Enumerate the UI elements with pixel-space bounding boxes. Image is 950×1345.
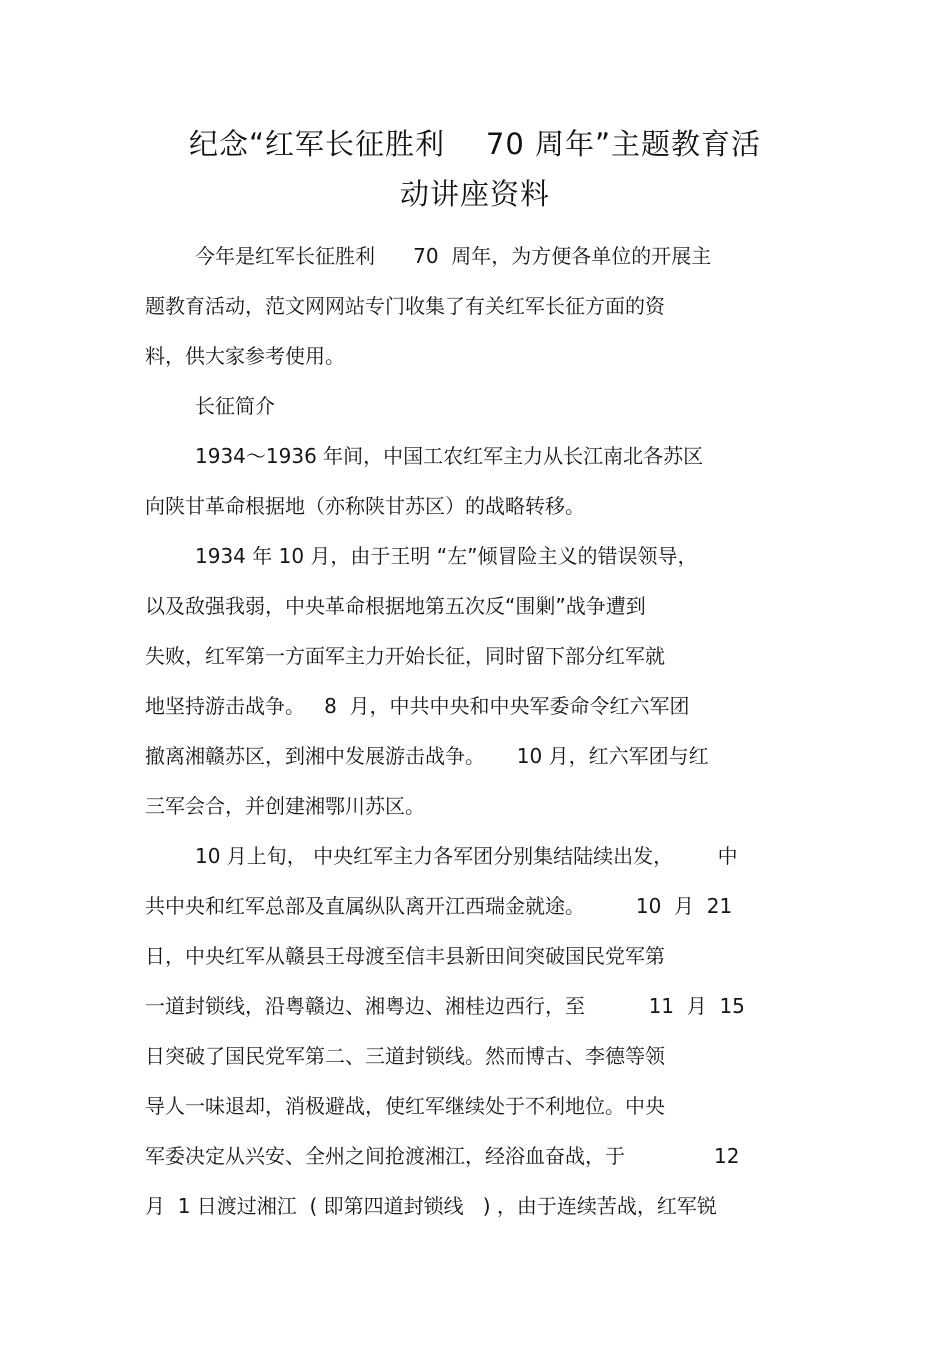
paragraph-line: 1934 年 10 月，由于王明 “左”倾冒险主义的错误领导，	[195, 544, 698, 568]
paragraph-line: 1934～1936 年间，中国工农红军主力从长江南北各苏区	[195, 444, 704, 468]
paragraph-line: 导人一味退却，消极避战，使红军继续处于不利地位。中央	[145, 1094, 665, 1118]
paragraph-line: 日突破了国民党军第二、三道封锁线。然而博古、李德等领	[145, 1044, 665, 1068]
paragraph-line: 一道封锁线，沿粤赣边、湘粤边、湘桂边西行，至 11 月 15	[145, 994, 745, 1018]
section-heading: 长征简介	[195, 394, 275, 418]
paragraph-line: 题教育活动，范文网网站专门收集了有关红军长征方面的资	[145, 294, 665, 318]
paragraph-line: 三军会合，并创建湘鄂川苏区。	[145, 794, 425, 818]
document-title-line-1: 纪念“红军长征胜利 70 周年”主题教育活	[188, 127, 762, 161]
paragraph-line: 向陕甘革命根据地（亦称陕甘苏区）的战略转移。	[145, 494, 585, 518]
paragraph-line: 今年是红军长征胜利 70 周年，为方便各单位的开展主	[195, 244, 712, 268]
paragraph-line: 失败，红军第一方面军主力开始长征，同时留下部分红军就	[145, 644, 665, 668]
paragraph-line: 以及敌强我弱，中央革命根据地第五次反“围剿”战争遭到	[145, 594, 646, 618]
paragraph-line: 军委决定从兴安、全州之间抢渡湘江，经浴血奋战，于 12	[145, 1144, 740, 1168]
paragraph-line: 日，中央红军从赣县王母渡至信丰县新田间突破国民党军第	[145, 944, 665, 968]
paragraph-line: 共中央和红军总部及直属纵队离开江西瑞金就途。 10 月 21	[145, 894, 733, 918]
paragraph-line: 地坚持游击战争。 8 月，中共中央和中央军委命令红六军团	[145, 694, 690, 718]
paragraph-line: 10 月上旬， 中央红军主力各军团分别集结陆续出发， 中	[195, 844, 738, 868]
paragraph-line: 撤离湘赣苏区，到湘中发展游击战争。 10 月，红六军团与红	[145, 744, 709, 768]
paragraph-line: 月 1 日渡过湘江 ( 即第四道封锁线 ) ，由于连续苦战，红军锐	[145, 1194, 717, 1218]
document-title-line-2: 动讲座资料	[399, 177, 550, 211]
paragraph-line: 料，供大家参考使用。	[145, 344, 345, 368]
